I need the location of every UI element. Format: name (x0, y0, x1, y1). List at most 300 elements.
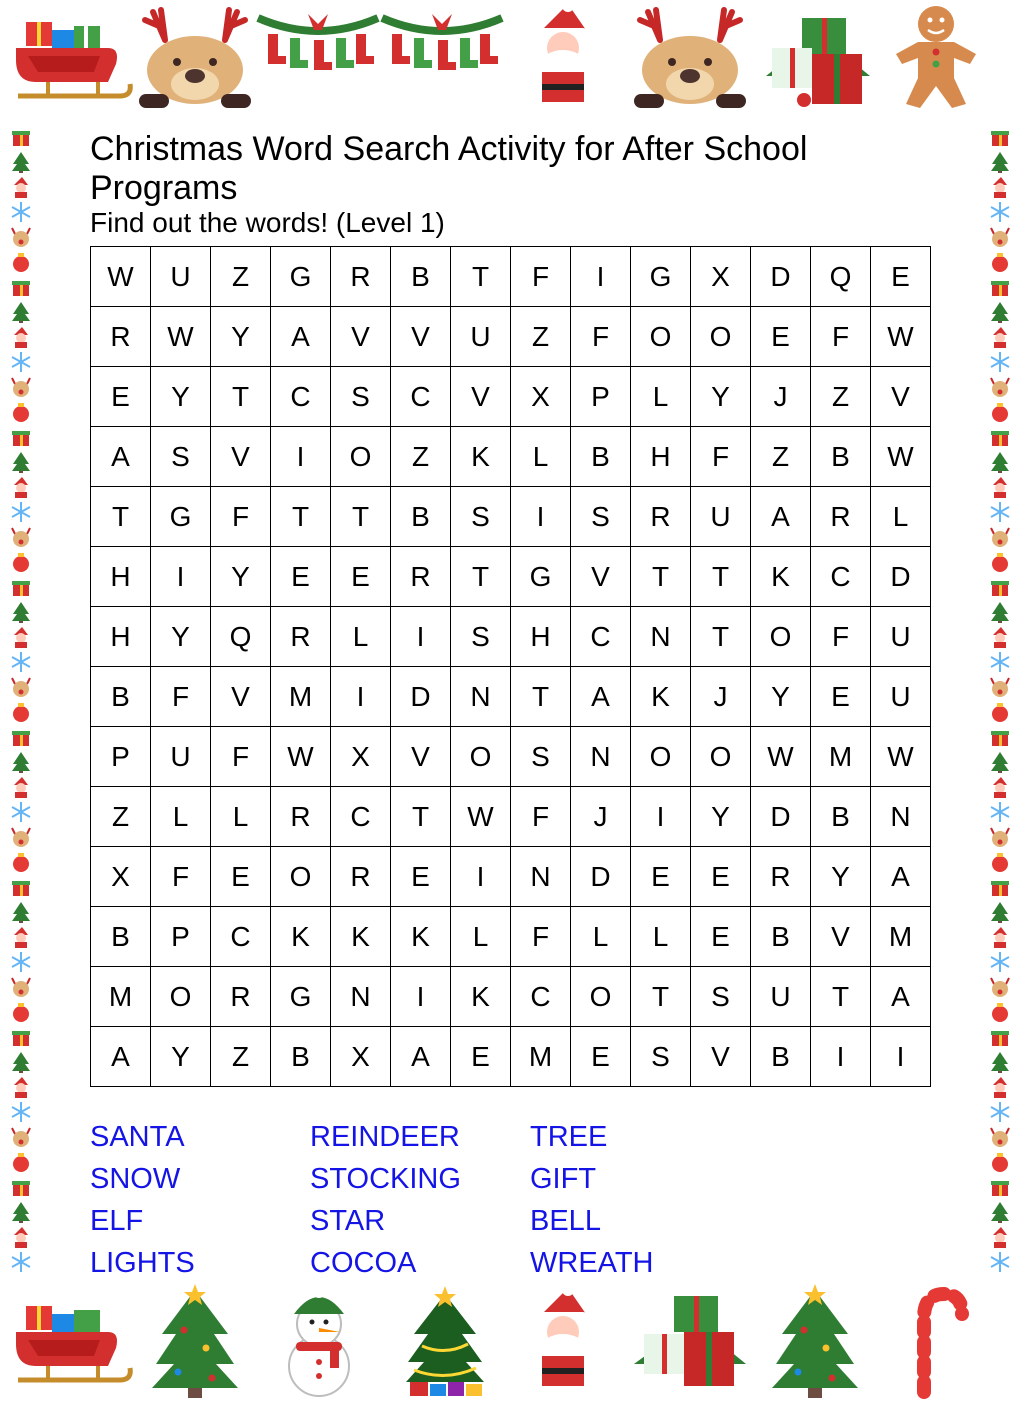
gift-icon (989, 726, 1011, 748)
grid-cell[interactable]: M (871, 907, 931, 967)
grid-cell[interactable]: R (211, 967, 271, 1027)
grid-cell[interactable]: A (751, 487, 811, 547)
grid-cell[interactable]: J (691, 667, 751, 727)
grid-cell[interactable]: V (331, 307, 391, 367)
worksheet-title: Christmas Word Search Activity for After School Programs (90, 130, 808, 207)
grid-cell[interactable]: M (271, 667, 331, 727)
grid-cell[interactable]: S (511, 727, 571, 787)
grid-cell[interactable]: H (631, 427, 691, 487)
grid-row (91, 967, 931, 1027)
grid-cell[interactable]: K (631, 667, 691, 727)
grid-cell[interactable]: V (571, 547, 631, 607)
grid-cell[interactable]: O (691, 307, 751, 367)
grid-cell[interactable]: Y (151, 1027, 211, 1087)
gift-icon (989, 1026, 1011, 1048)
ornament-icon (989, 1001, 1011, 1023)
reindeer-icon (135, 0, 255, 112)
grid-cell[interactable]: S (451, 607, 511, 667)
grid-cell[interactable]: S (631, 1027, 691, 1087)
grid-cell[interactable]: R (331, 247, 391, 307)
grid-cell[interactable]: U (451, 307, 511, 367)
gift-icon (10, 276, 32, 298)
grid-cell[interactable]: I (271, 427, 331, 487)
grid-cell[interactable]: N (871, 787, 931, 847)
grid-cell[interactable]: V (811, 907, 871, 967)
grid-cell[interactable]: F (511, 787, 571, 847)
grid-cell[interactable]: D (751, 787, 811, 847)
grid-row (91, 667, 931, 727)
grid-cell[interactable]: V (391, 307, 451, 367)
grid-cell[interactable]: S (691, 967, 751, 1027)
grid-cell[interactable]: E (751, 307, 811, 367)
reindeer-icon (989, 1126, 1011, 1148)
stockings-garland-icon (256, 0, 380, 90)
ornament-icon (10, 1151, 32, 1173)
tree-icon (10, 601, 32, 623)
grid-cell[interactable]: R (91, 307, 151, 367)
gift-icon (10, 126, 32, 148)
grid-cell[interactable]: C (391, 367, 451, 427)
reindeer-icon (10, 1126, 32, 1148)
grid-cell[interactable]: B (391, 487, 451, 547)
snowflake-icon (10, 1251, 32, 1273)
grid-cell[interactable]: V (871, 367, 931, 427)
grid-cell[interactable]: T (331, 487, 391, 547)
reindeer-icon (630, 0, 750, 112)
christmas-tree-icon (770, 1284, 860, 1400)
grid-cell[interactable]: G (631, 247, 691, 307)
grid-cell[interactable]: I (811, 1027, 871, 1087)
grid-cell[interactable]: D (391, 667, 451, 727)
bottom-decoration-border (0, 1284, 1020, 1404)
grid-row (91, 907, 931, 967)
grid-cell[interactable]: M (91, 967, 151, 1027)
grid-cell[interactable]: Q (211, 607, 271, 667)
grid-cell[interactable]: S (571, 487, 631, 547)
grid-cell[interactable]: C (811, 547, 871, 607)
grid-cell[interactable]: J (571, 787, 631, 847)
grid-cell[interactable]: D (871, 547, 931, 607)
grid-cell[interactable]: B (571, 427, 631, 487)
grid-cell[interactable]: O (271, 847, 331, 907)
grid-cell[interactable]: F (811, 307, 871, 367)
grid-cell[interactable]: F (211, 487, 271, 547)
grid-row (91, 847, 931, 907)
grid-cell[interactable]: Y (751, 667, 811, 727)
gift-icon (989, 126, 1011, 148)
ornament-icon (10, 851, 32, 873)
grid-cell[interactable]: T (691, 547, 751, 607)
santa-icon (989, 776, 1011, 798)
grid-cell[interactable]: Z (211, 247, 271, 307)
tree-icon (10, 151, 32, 173)
grid-row (91, 247, 931, 307)
grid-cell[interactable]: L (211, 787, 271, 847)
grid-cell[interactable]: Y (811, 847, 871, 907)
grid-cell[interactable]: P (91, 727, 151, 787)
grid-cell[interactable]: U (751, 967, 811, 1027)
grid-cell[interactable]: Y (151, 367, 211, 427)
grid-cell[interactable]: G (151, 487, 211, 547)
grid-cell[interactable]: Q (811, 247, 871, 307)
tree-icon (989, 751, 1011, 773)
grid-cell[interactable]: X (331, 1027, 391, 1087)
grid-cell[interactable]: O (151, 967, 211, 1027)
grid-cell[interactable]: W (271, 727, 331, 787)
grid-cell[interactable]: E (91, 367, 151, 427)
grid-cell[interactable]: C (571, 607, 631, 667)
grid-cell[interactable]: T (511, 667, 571, 727)
reindeer-icon (10, 526, 32, 548)
grid-cell[interactable]: L (631, 367, 691, 427)
grid-cell[interactable]: W (871, 307, 931, 367)
grid-cell[interactable]: M (511, 1027, 571, 1087)
grid-cell[interactable]: E (811, 667, 871, 727)
grid-cell[interactable]: G (271, 967, 331, 1027)
grid-cell[interactable]: M (811, 727, 871, 787)
grid-cell[interactable]: B (811, 787, 871, 847)
reindeer-icon (989, 826, 1011, 848)
grid-cell[interactable]: A (871, 967, 931, 1027)
grid-cell[interactable]: Y (151, 607, 211, 667)
tree-icon (989, 1051, 1011, 1073)
santa-icon (989, 626, 1011, 648)
grid-cell[interactable]: H (511, 607, 571, 667)
word-item: WREATH (530, 1247, 654, 1279)
grid-cell[interactable]: O (331, 427, 391, 487)
grid-cell[interactable]: R (811, 487, 871, 547)
gingerbread-man-icon (894, 0, 978, 112)
grid-cell[interactable]: W (871, 427, 931, 487)
grid-cell[interactable]: F (151, 847, 211, 907)
grid-cell[interactable]: A (271, 307, 331, 367)
word-item: SANTA (90, 1121, 185, 1153)
grid-cell[interactable]: V (391, 727, 451, 787)
word-item: GIFT (530, 1163, 597, 1195)
snowflake-icon (10, 351, 32, 373)
grid-cell[interactable]: L (451, 907, 511, 967)
tree-icon (989, 451, 1011, 473)
grid-cell[interactable]: R (631, 487, 691, 547)
ornament-icon (10, 551, 32, 573)
grid-cell[interactable]: F (571, 307, 631, 367)
grid-cell[interactable]: A (91, 427, 151, 487)
grid-cell[interactable]: T (391, 787, 451, 847)
santa-icon (10, 326, 32, 348)
decorated-tree-icon (400, 1284, 490, 1400)
grid-cell[interactable]: Z (91, 787, 151, 847)
grid-cell[interactable]: L (871, 487, 931, 547)
grid-cell[interactable]: N (451, 667, 511, 727)
grid-cell[interactable]: Y (691, 367, 751, 427)
grid-cell[interactable]: W (151, 307, 211, 367)
grid-cell[interactable]: W (751, 727, 811, 787)
snowflake-icon (10, 951, 32, 973)
grid-cell[interactable]: C (331, 787, 391, 847)
reindeer-icon (10, 376, 32, 398)
grid-cell[interactable]: K (451, 427, 511, 487)
christmas-tree-icon (150, 1284, 240, 1400)
grid-cell[interactable]: Z (211, 1027, 271, 1087)
grid-cell[interactable]: N (511, 847, 571, 907)
santa-icon (528, 0, 598, 112)
grid-cell[interactable]: F (511, 247, 571, 307)
grid-cell[interactable]: E (571, 1027, 631, 1087)
grid-cell[interactable]: K (271, 907, 331, 967)
grid-cell[interactable]: U (691, 487, 751, 547)
grid-cell[interactable]: E (391, 847, 451, 907)
grid-cell[interactable]: I (511, 487, 571, 547)
grid-cell[interactable]: K (451, 967, 511, 1027)
grid-cell[interactable]: U (151, 727, 211, 787)
grid-cell[interactable]: D (571, 847, 631, 907)
grid-row (91, 367, 931, 427)
grid-cell[interactable]: E (451, 1027, 511, 1087)
grid-cell[interactable]: B (271, 1027, 331, 1087)
grid-cell[interactable]: T (271, 487, 331, 547)
santa-icon (10, 1226, 32, 1248)
grid-cell[interactable]: V (211, 667, 271, 727)
snowflake-icon (10, 201, 32, 223)
grid-cell[interactable]: O (751, 607, 811, 667)
grid-cell[interactable]: V (691, 1027, 751, 1087)
snowflake-icon (989, 801, 1011, 823)
grid-cell[interactable]: R (331, 847, 391, 907)
grid-cell[interactable]: F (211, 727, 271, 787)
grid-cell[interactable]: L (331, 607, 391, 667)
grid-cell[interactable]: E (331, 547, 391, 607)
ornament-icon (989, 251, 1011, 273)
reindeer-icon (989, 226, 1011, 248)
santa-icon (10, 176, 32, 198)
gift-icon (10, 1176, 32, 1198)
grid-cell[interactable]: U (871, 607, 931, 667)
grid-cell[interactable]: B (751, 907, 811, 967)
reindeer-icon (10, 976, 32, 998)
grid-cell[interactable]: P (151, 907, 211, 967)
grid-cell[interactable]: T (811, 967, 871, 1027)
word-item: COCOA (310, 1247, 417, 1279)
grid-cell[interactable]: X (331, 727, 391, 787)
grid-cell[interactable]: E (271, 547, 331, 607)
grid-cell[interactable]: T (691, 607, 751, 667)
gift-icon (989, 426, 1011, 448)
gift-icon (10, 1026, 32, 1048)
word-list-column (530, 1116, 750, 1284)
word-item: SNOW (90, 1163, 181, 1195)
grid-cell[interactable]: E (631, 847, 691, 907)
snowflake-icon (989, 501, 1011, 523)
word-item: REINDEER (310, 1121, 460, 1153)
gift-stack-icon (630, 1284, 748, 1396)
grid-cell[interactable]: B (751, 1027, 811, 1087)
grid-cell[interactable]: X (511, 367, 571, 427)
santa-icon (989, 176, 1011, 198)
grid-cell[interactable]: O (631, 727, 691, 787)
grid-cell[interactable]: C (271, 367, 331, 427)
grid-cell[interactable]: C (511, 967, 571, 1027)
grid-cell[interactable]: E (211, 847, 271, 907)
grid-cell[interactable]: V (211, 427, 271, 487)
grid-cell[interactable]: A (871, 847, 931, 907)
grid-cell[interactable]: C (211, 907, 271, 967)
grid-cell[interactable]: R (271, 787, 331, 847)
snowflake-icon (10, 501, 32, 523)
grid-cell[interactable]: O (451, 727, 511, 787)
grid-cell[interactable]: P (571, 367, 631, 427)
stockings-garland-icon (380, 0, 504, 90)
grid-cell[interactable]: F (151, 667, 211, 727)
snowflake-icon (989, 1101, 1011, 1123)
grid-cell[interactable]: I (571, 247, 631, 307)
tree-icon (10, 1051, 32, 1073)
snowman-icon (274, 1284, 364, 1400)
grid-cell[interactable]: I (391, 607, 451, 667)
ornament-icon (989, 851, 1011, 873)
grid-cell[interactable]: N (631, 607, 691, 667)
gift-icon (10, 576, 32, 598)
grid-cell[interactable]: Z (751, 427, 811, 487)
tree-icon (989, 1201, 1011, 1223)
grid-cell[interactable]: Z (511, 307, 571, 367)
grid-cell[interactable]: J (751, 367, 811, 427)
gift-icon (989, 276, 1011, 298)
santa-icon (989, 326, 1011, 348)
snowflake-icon (989, 351, 1011, 373)
santa-icon (989, 926, 1011, 948)
grid-cell[interactable]: S (331, 367, 391, 427)
grid-row (91, 787, 931, 847)
grid-cell[interactable]: U (151, 247, 211, 307)
grid-cell[interactable]: H (91, 547, 151, 607)
ornament-icon (10, 701, 32, 723)
word-list-column (90, 1116, 310, 1284)
grid-cell[interactable]: Z (811, 367, 871, 427)
grid-cell[interactable]: N (331, 967, 391, 1027)
grid-cell[interactable]: K (751, 547, 811, 607)
candy-cane-icon (900, 1284, 970, 1400)
grid-cell[interactable]: D (751, 247, 811, 307)
grid-cell[interactable]: T (91, 487, 151, 547)
grid-cell[interactable]: W (871, 727, 931, 787)
grid-cell[interactable]: B (91, 667, 151, 727)
grid-cell[interactable]: E (691, 907, 751, 967)
grid-cell[interactable]: L (631, 907, 691, 967)
gift-icon (10, 726, 32, 748)
grid-cell[interactable]: O (691, 727, 751, 787)
tree-icon (10, 751, 32, 773)
grid-row (91, 487, 931, 547)
grid-cell[interactable]: E (691, 847, 751, 907)
grid-cell[interactable]: L (571, 907, 631, 967)
tree-icon (10, 451, 32, 473)
grid-cell[interactable]: K (391, 907, 451, 967)
grid-cell[interactable]: T (631, 547, 691, 607)
ornament-icon (10, 251, 32, 273)
grid-cell[interactable]: I (631, 787, 691, 847)
grid-cell[interactable]: I (151, 547, 211, 607)
ornament-icon (10, 1001, 32, 1023)
grid-cell[interactable]: B (391, 247, 451, 307)
grid-cell[interactable]: Y (211, 307, 271, 367)
gift-icon (10, 876, 32, 898)
sleigh-icon (8, 0, 134, 110)
grid-cell[interactable]: E (871, 247, 931, 307)
grid-cell[interactable]: A (391, 1027, 451, 1087)
grid-cell[interactable]: R (751, 847, 811, 907)
gift-icon (989, 576, 1011, 598)
santa-icon (10, 926, 32, 948)
reindeer-icon (10, 226, 32, 248)
word-item: ELF (90, 1205, 144, 1237)
grid-cell[interactable]: Z (391, 427, 451, 487)
tree-icon (989, 901, 1011, 923)
grid-cell[interactable]: O (571, 967, 631, 1027)
grid-cell[interactable]: X (91, 847, 151, 907)
grid-cell[interactable]: H (91, 607, 151, 667)
santa-icon (10, 776, 32, 798)
grid-cell[interactable]: I (331, 667, 391, 727)
snowflake-icon (10, 1101, 32, 1123)
grid-cell[interactable]: X (691, 247, 751, 307)
grid-cell[interactable]: B (811, 427, 871, 487)
tree-icon (989, 151, 1011, 173)
grid-cell[interactable]: F (691, 427, 751, 487)
grid-cell[interactable]: I (451, 847, 511, 907)
grid-cell[interactable]: V (451, 367, 511, 427)
grid-cell[interactable]: K (331, 907, 391, 967)
grid-cell[interactable]: S (451, 487, 511, 547)
grid-row (91, 547, 931, 607)
reindeer-icon (989, 376, 1011, 398)
grid-cell[interactable]: G (511, 547, 571, 607)
grid-cell[interactable]: G (271, 247, 331, 307)
grid-cell[interactable]: N (571, 727, 631, 787)
grid-cell[interactable]: W (451, 787, 511, 847)
grid-cell[interactable]: L (511, 427, 571, 487)
ornament-icon (989, 701, 1011, 723)
santa-icon (528, 1284, 598, 1396)
grid-cell[interactable]: F (811, 607, 871, 667)
grid-cell[interactable]: I (391, 967, 451, 1027)
grid-cell[interactable]: L (151, 787, 211, 847)
grid-cell[interactable]: A (91, 1027, 151, 1087)
grid-row (91, 1027, 931, 1087)
grid-cell[interactable]: W (91, 247, 151, 307)
santa-icon (10, 476, 32, 498)
grid-cell[interactable]: T (451, 247, 511, 307)
grid-cell[interactable]: Y (691, 787, 751, 847)
word-list-column (310, 1116, 530, 1284)
word-item: STOCKING (310, 1163, 461, 1195)
grid-cell[interactable]: Y (211, 547, 271, 607)
grid-cell[interactable]: B (91, 907, 151, 967)
grid-cell[interactable]: A (571, 667, 631, 727)
grid-cell[interactable]: I (871, 1027, 931, 1087)
grid-cell[interactable]: U (871, 667, 931, 727)
grid-cell[interactable]: R (271, 607, 331, 667)
grid-cell[interactable]: S (151, 427, 211, 487)
reindeer-icon (989, 676, 1011, 698)
grid-cell[interactable]: R (391, 547, 451, 607)
grid-cell[interactable]: T (211, 367, 271, 427)
grid-cell[interactable]: T (451, 547, 511, 607)
grid-cell[interactable]: O (631, 307, 691, 367)
snowflake-icon (10, 801, 32, 823)
sleigh-icon (8, 1284, 134, 1394)
grid-cell[interactable]: F (511, 907, 571, 967)
grid-cell[interactable]: T (631, 967, 691, 1027)
